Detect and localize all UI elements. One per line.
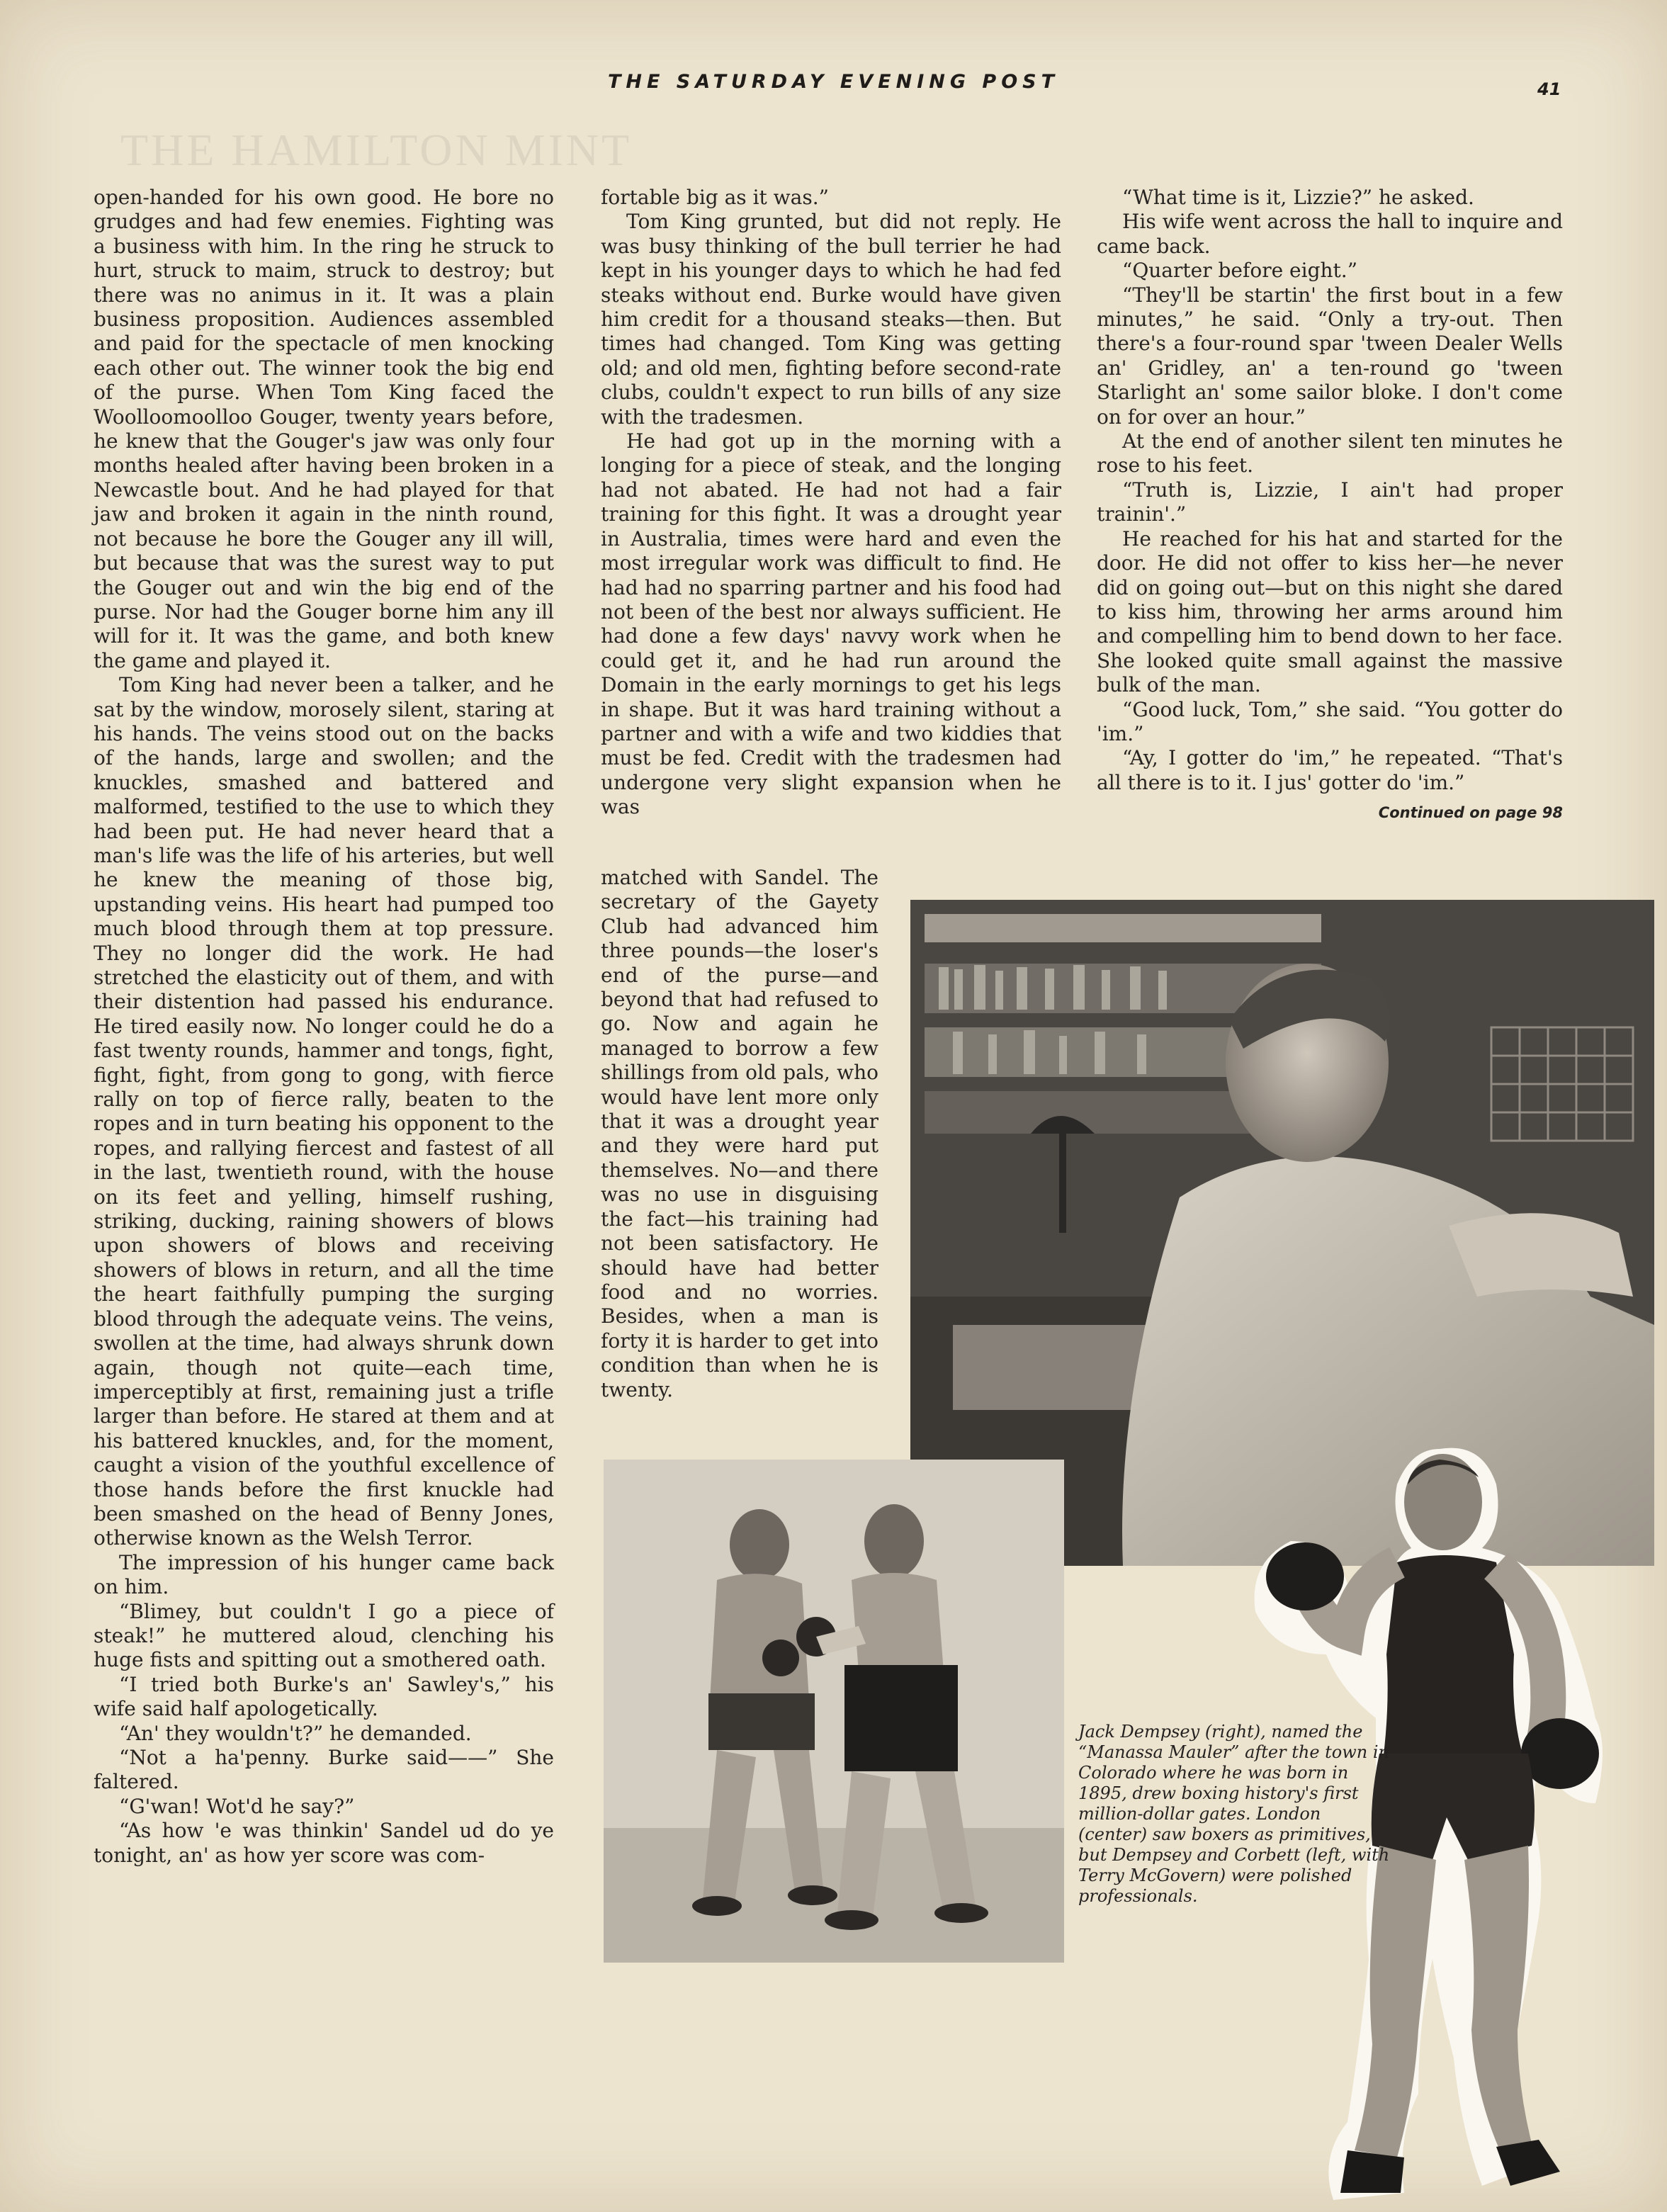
paragraph: fortable big as it was.” — [601, 186, 829, 209]
paragraph: “Truth is, Lizzie, I ain't had proper trainin'.” — [1097, 478, 1563, 526]
paragraph: He had got up in the morning with a longing for a piece of steak, and the longing had not abated. He had not had a fair training for this fight. It was a drought year in Australia, times were hard and even the most irregular work was difficult to find. He had had no sparring partner and his food had not been of the best nor always sufficient. He had done a few days' navvy work when he could get it, and he had run around the Domain in the early mornings to get his legs in shape. But it was hard training without a partner and with a wife and two kiddies that must be fed. Credit with the tradesmen had undergone very slight expansion when he was — [601, 429, 1061, 819]
paragraph: “Quarter before eight.” — [1122, 259, 1358, 283]
paragraph: matched with Sandel. The secretary of the Gayety Club had advanced him three pounds—the loser's end of the purse—and beyond that had refused to go. Now and again he managed to borrow a few shillings from old pals, who would have lent more only that it was a drought year and they were hard put themselves. No—and there was no use in disguising the fact—his training had not been satisfactory. He should have had better food and no worries. Besides, when a man is forty it is harder to get into condition than when he is twenty. — [601, 866, 878, 1401]
paragraph: “What time is it, Lizzie?” he asked. — [1122, 186, 1474, 209]
photo-corbett-mcgovern-image — [604, 1460, 1064, 1963]
paragraph: “As how 'e was thinkin' Sandel ud do ye tonight, an' as how yer score was com- — [94, 1819, 554, 1867]
paragraph: “They'll be startin' the first bout in a few minutes,” he said. “Only a try-out. Then there's a four-round spar 'tween Dealer Wells an' Gridley, an' a ten-round go 'tween Starlight an' some sailor bloke. I don't come on for over an hour.” — [1097, 283, 1563, 429]
paragraph: Tom King grunted, but did not reply. He was busy thinking of the bull terrier he had kept in his younger days to which he had fed steaks without end. Burke would have given him credit for a thousand steaks—then. But times had changed. Tom King was getting old; and old men, fighting before second-rate clubs, couldn't expect to run bills of any size with the tradesmen. — [601, 210, 1061, 429]
show-through-text: THE HAMILTON MINT — [120, 125, 633, 175]
photo-caption: Jack Dempsey (right), named the “Manassa Mauler” after the town in Colorado where he was born in 1895, drew boxing history's first million-dollar gates. London (center) saw boxers as primitives, but Dempsey and Corbett (left, with Terry McGovern) were polished professionals. — [1078, 1722, 1390, 1906]
paragraph: “I tried both Burke's an' Sawley's,” his wife said half apologetically. — [94, 1672, 554, 1721]
paragraph: open-handed for his own good. He bore no grudges and had few enemies. Fighting was a business with him. In the ring he struck to hurt, struck to maim, struck to destroy; but there was no animus in it. It was a plain business proposition. Audiences assembled and paid for the spectacle of men knocking each other out. The winner took the big end of the purse. When Tom King faced the Woolloomoolloo Gouger, twenty years before, he knew that the Gouger's jaw was only four months healed after having been broken in a Newcastle bout. And he had played for that jaw and broken it again in the ninth round, not because he bore the Gouger any ill will, but because that was the surest way to put the Gouger out and win the big end of the purse. Nor had the Gouger borne him any ill will for it. It was the game, and both knew the game and played it. — [94, 186, 554, 672]
page-number: 41 — [1537, 79, 1561, 99]
magazine-title: THE SATURDAY EVENING POST — [607, 71, 1060, 93]
column-1 — [94, 186, 554, 2212]
paragraph: The impression of his hunger came back on him. — [94, 1550, 554, 1599]
paragraph: Tom King had never been a talker, and he sat by the window, morosely silent, staring at his hands. The veins stood out on the backs of the hands, large and swollen; and the knuckles, smashed and battered and malformed, testified to the use to which they had been put. He had never heard that a man's life was the life of his arteries, but well he knew the meaning of those big, upstanding veins. His heart had pumped too much blood through them at top pressure. They no longer did the work. He had stretched the elasticity out of them, and with their distention had passed his endurance. He tired easily now. No longer could he do a fast twenty rounds, hammer and tongs, fight, fight, fight, from gong to gong, with fierce rally on top of fierce rally, beaten to the ropes and in turn beating his opponent to the ropes, and rallying fiercest and fastest of all in the last, twentieth round, with the house on its feet and yelling, himself rushing, striking, ducking, raining showers of blows upon showers of blows and receiving showers of blows in return, and all the time the heart faithfully pumping the surging blood through the adequate veins. The veins, swollen at the time, had always shrunk down again, though not quite—each time, imperceptibly at first, remaining just a trifle larger than before. He stared at them and at his battered knuckles, and, for the moment, caught a vision of the youthful excellence of those hands before the first knuckle had been smashed on the head of Benny Jones, otherwise known as the Welsh Terror. — [94, 673, 554, 1550]
column-2 — [601, 186, 1061, 866]
paragraph: “Ay, I gotter do 'im,” he repeated. “That's all there is to it. I jus' gotter do 'im.” — [1097, 746, 1563, 794]
paragraph: He reached for his hat and started for the door. He did not offer to kiss her—he never did on going out—but on this night she dared to kiss him, throwing her arms around him and compelling him to bend down to her face. She looked quite small against the massive bulk of the man. — [1097, 526, 1563, 697]
paragraph: At the end of another silent ten minutes he rose to his feet. — [1097, 429, 1563, 478]
paragraph: “G'wan! Wot'd he say?” — [119, 1794, 355, 1818]
photo-corbett-mcgovern — [604, 1460, 1064, 1963]
paragraph: “Blimey, but couldn't I go a piece of steak!” he muttered aloud, clenching his huge fists and spitting out a smothered oath. — [94, 1599, 554, 1672]
column-2-narrow — [601, 866, 878, 1454]
paragraph: “Not a ha'penny. Burke said——” She faltered. — [94, 1746, 554, 1794]
paragraph: “Good luck, Tom,” she said. “You gotter do 'im.” — [1097, 697, 1563, 745]
column-3 — [1097, 186, 1563, 822]
continued-note: Continued on page 98 — [1378, 804, 1563, 822]
paragraph: His wife went across the hall to inquire and came back. — [1097, 210, 1563, 258]
paragraph: “An' they wouldn't?” he demanded. — [119, 1721, 472, 1745]
